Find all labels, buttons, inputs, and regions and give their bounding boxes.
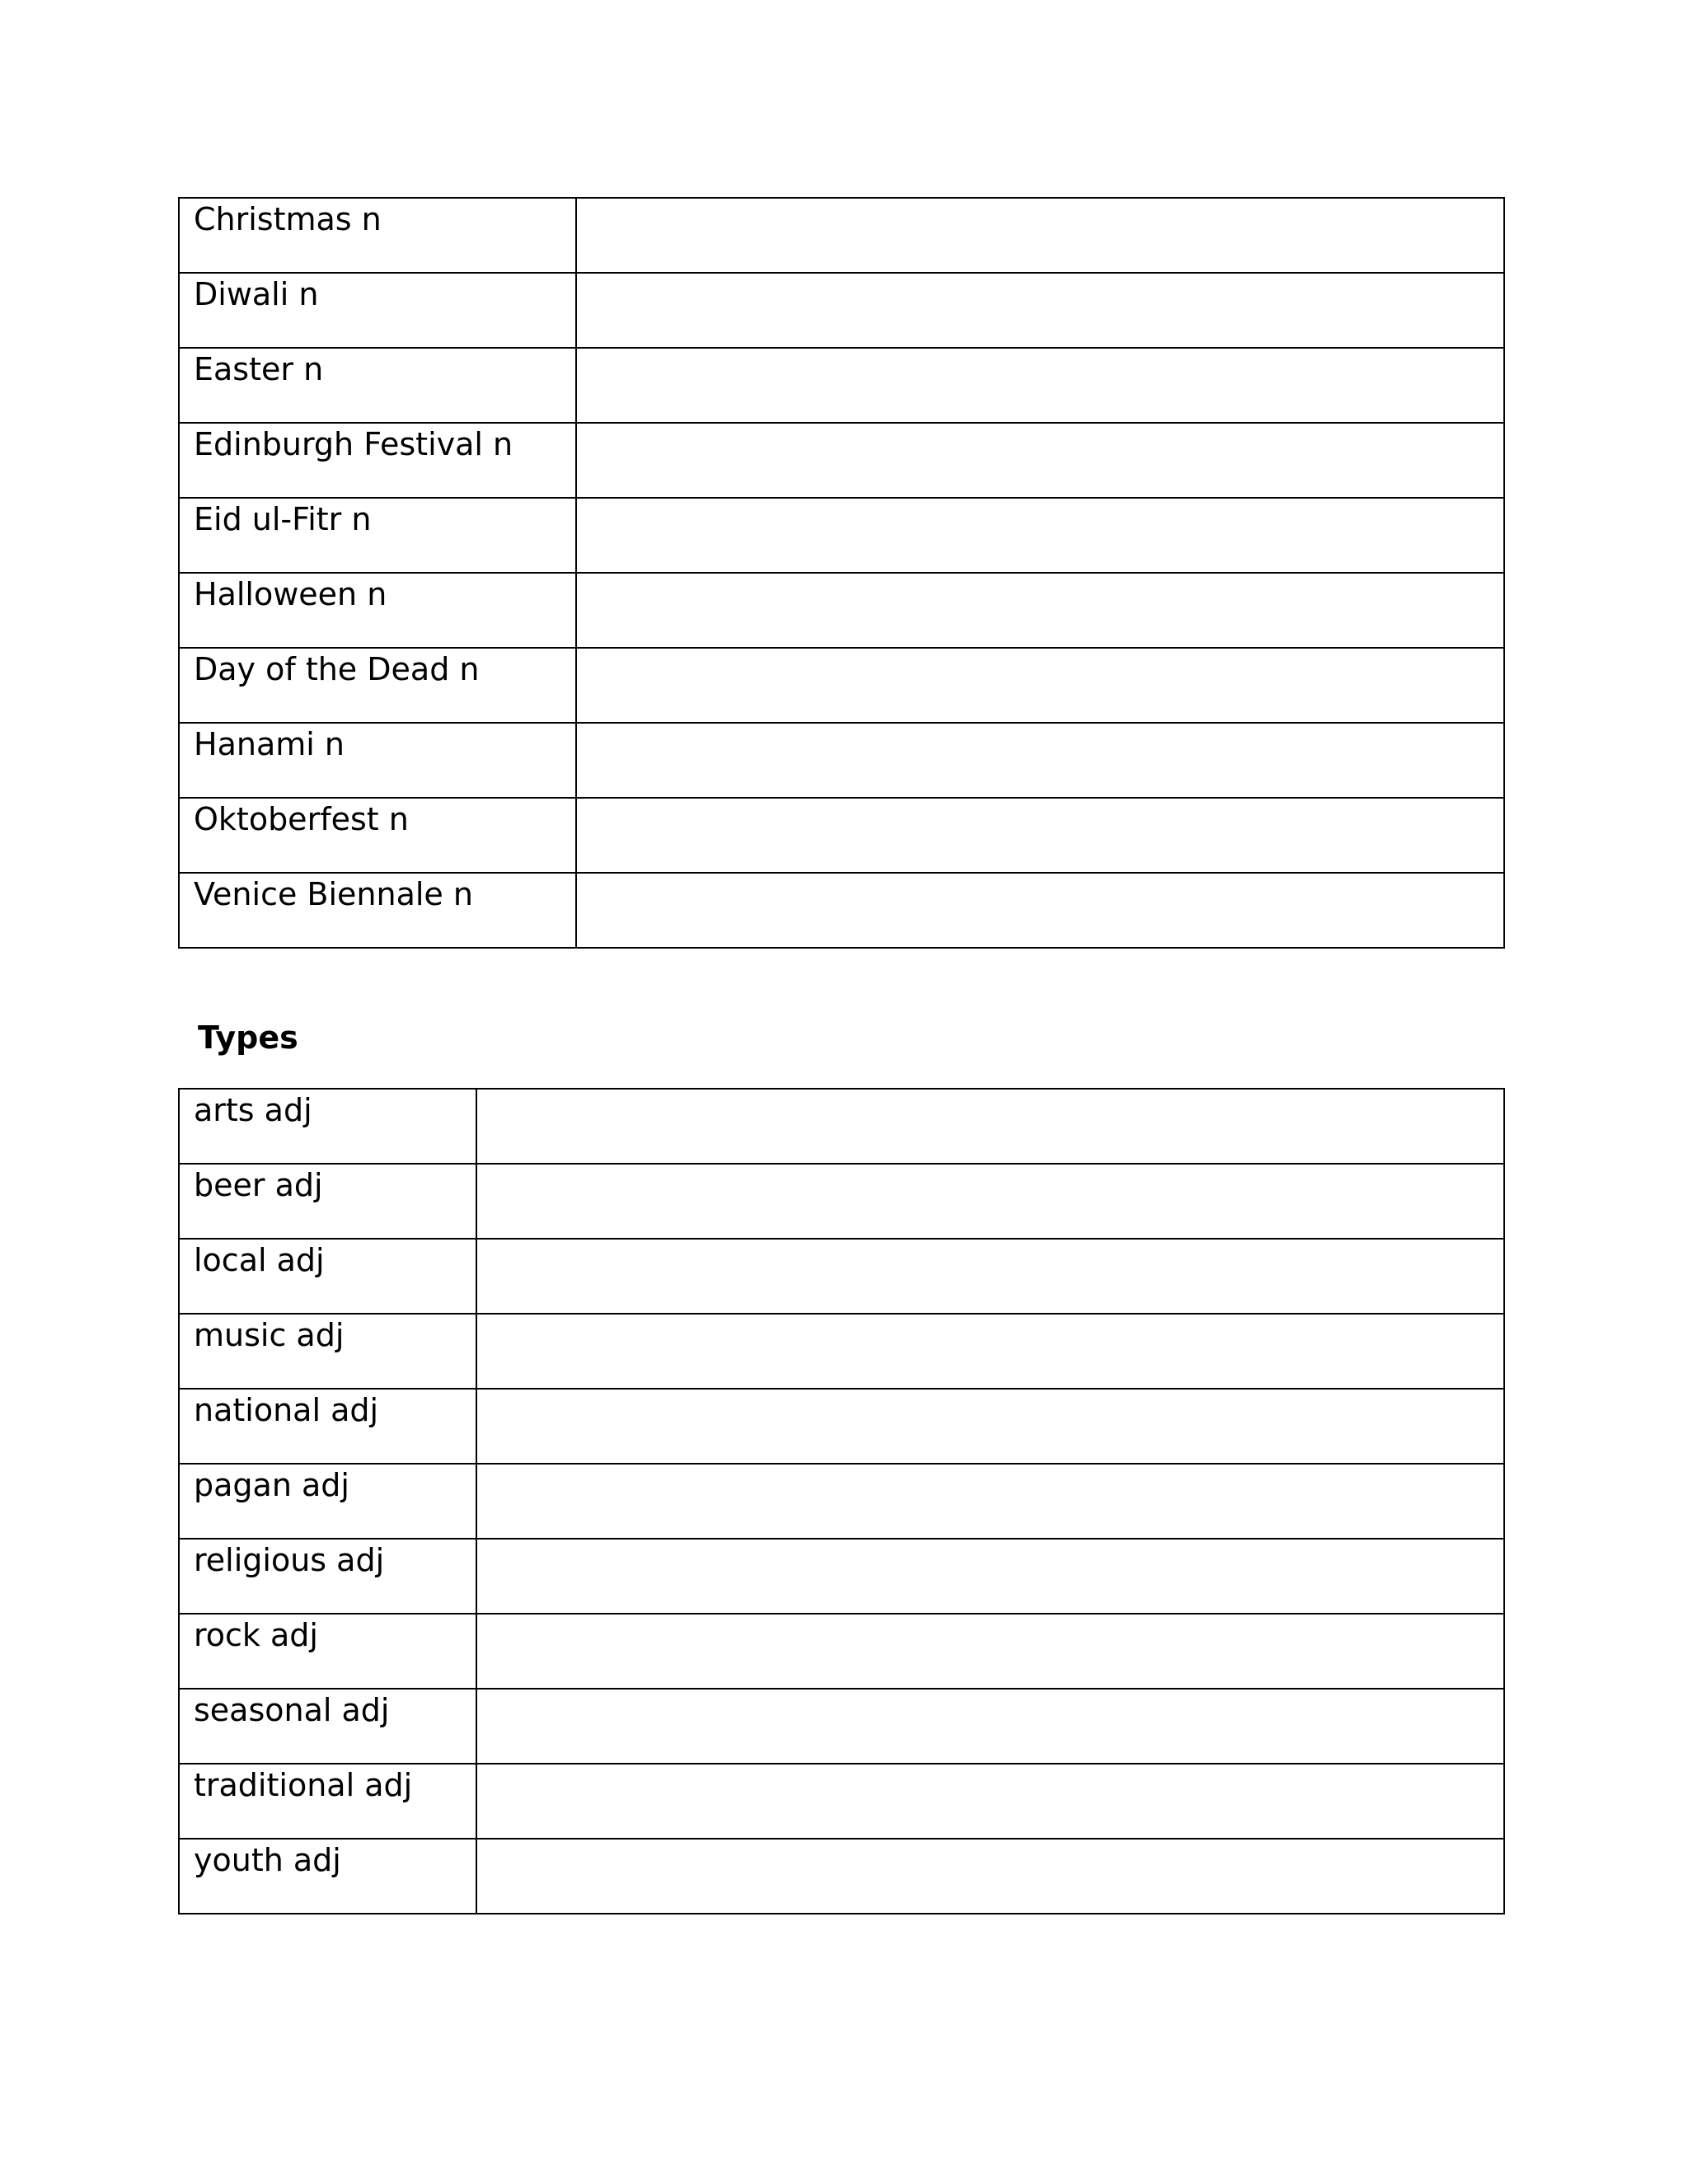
answer-cell[interactable] xyxy=(476,1839,1504,1914)
answer-cell[interactable] xyxy=(476,1164,1504,1239)
answer-cell[interactable] xyxy=(576,573,1504,648)
table-row xyxy=(179,1539,1504,1614)
term-cell: local adj xyxy=(179,1239,476,1314)
answer-cell[interactable] xyxy=(576,723,1504,798)
table-row xyxy=(179,873,1504,948)
term-cell: youth adj xyxy=(179,1839,476,1914)
term-cell: national adj xyxy=(179,1389,476,1464)
answer-cell[interactable] xyxy=(476,1689,1504,1764)
table-row xyxy=(179,348,1504,423)
term-cell: Venice Biennale n xyxy=(179,873,576,948)
term-cell: music adj xyxy=(179,1314,476,1389)
term-cell: seasonal adj xyxy=(179,1689,476,1764)
answer-cell[interactable] xyxy=(476,1539,1504,1614)
term-cell: Halloween n xyxy=(179,573,576,648)
festivals-vocabulary-table xyxy=(178,197,1505,949)
term-cell: Eid ul-Fitr n xyxy=(179,498,576,573)
answer-cell[interactable] xyxy=(476,1614,1504,1689)
term-cell: beer adj xyxy=(179,1164,476,1239)
answer-cell[interactable] xyxy=(576,273,1504,348)
term-cell: traditional adj xyxy=(179,1764,476,1839)
table-row xyxy=(179,198,1504,273)
answer-cell[interactable] xyxy=(576,873,1504,948)
answer-cell[interactable] xyxy=(576,648,1504,723)
table-row xyxy=(179,573,1504,648)
table-row xyxy=(179,1689,1504,1764)
table-row xyxy=(179,498,1504,573)
term-cell: arts adj xyxy=(179,1089,476,1164)
table-row xyxy=(179,1239,1504,1314)
table-row xyxy=(179,1839,1504,1914)
table-row xyxy=(179,423,1504,498)
term-cell: pagan adj xyxy=(179,1464,476,1539)
answer-cell[interactable] xyxy=(476,1764,1504,1839)
answer-cell[interactable] xyxy=(476,1314,1504,1389)
term-cell: Hanami n xyxy=(179,723,576,798)
table-row xyxy=(179,1164,1504,1239)
table-row xyxy=(179,798,1504,873)
answer-cell[interactable] xyxy=(476,1239,1504,1314)
table-row xyxy=(179,1314,1504,1389)
term-cell: Day of the Dead n xyxy=(179,648,576,723)
table-row xyxy=(179,1614,1504,1689)
answer-cell[interactable] xyxy=(476,1464,1504,1539)
table-row xyxy=(179,648,1504,723)
term-cell: Oktoberfest n xyxy=(179,798,576,873)
table-row xyxy=(179,273,1504,348)
answer-cell[interactable] xyxy=(476,1089,1504,1164)
answer-cell[interactable] xyxy=(476,1389,1504,1464)
term-cell: Diwali n xyxy=(179,273,576,348)
term-cell: Christmas n xyxy=(179,198,576,273)
term-cell: Edinburgh Festival n xyxy=(179,423,576,498)
table-row xyxy=(179,1764,1504,1839)
answer-cell[interactable] xyxy=(576,498,1504,573)
table-row xyxy=(179,723,1504,798)
table-row xyxy=(179,1464,1504,1539)
table-row xyxy=(179,1089,1504,1164)
types-heading: Types xyxy=(198,1019,298,1056)
types-vocabulary-table xyxy=(178,1088,1505,1915)
table-row xyxy=(179,1389,1504,1464)
answer-cell[interactable] xyxy=(576,198,1504,273)
term-cell: religious adj xyxy=(179,1539,476,1614)
answer-cell[interactable] xyxy=(576,348,1504,423)
term-cell: rock adj xyxy=(179,1614,476,1689)
term-cell: Easter n xyxy=(179,348,576,423)
answer-cell[interactable] xyxy=(576,798,1504,873)
answer-cell[interactable] xyxy=(576,423,1504,498)
